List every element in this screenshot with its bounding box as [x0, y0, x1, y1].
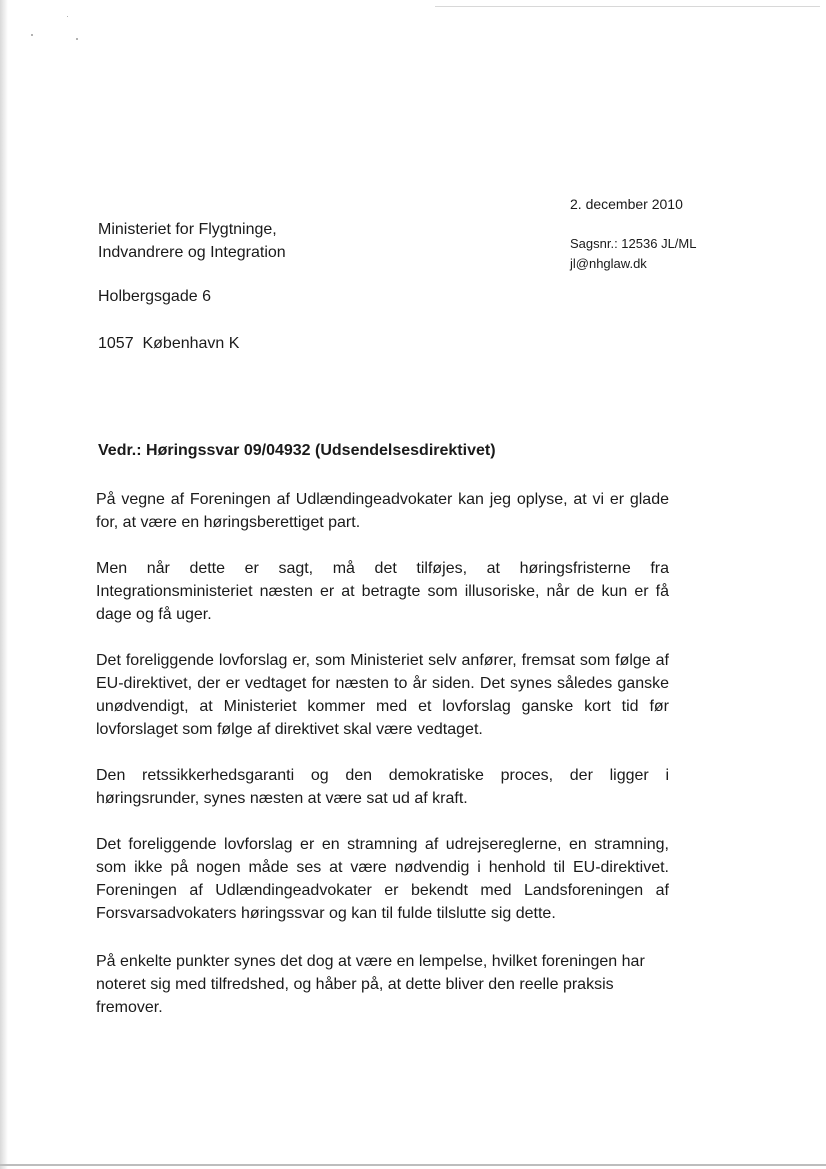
- scan-speck: [31, 34, 33, 36]
- scan-edge-shadow: [0, 0, 8, 1169]
- scan-top-line: [435, 6, 820, 7]
- body-paragraph: Det foreliggende lovforslag er en stramning af udrejsereglerne, en stramning, som ikke på nogen måde ses at være nødvendig i henhold til EU-direktivet. Foreningen af Udlændingeadvokater er bekendt med Landsforeningen af Forsvarsadvokaters høringssvar og kan til fulde tilslutte sig dette.: [96, 836, 669, 922]
- body-paragraph: På enkelte punkter synes det dog at være en lempelse, hvilket foreningen har noteret sig med tilfredshed, og håber på, at dette bliver den reelle praksis fremover.: [96, 953, 645, 1016]
- body-paragraph: Det foreliggende lovforslag er, som Ministeriet selv anfører, fremsat som følge af EU-direktivet, der er vedtaget for næsten to år siden. Det synes således ganske unødvendigt, at Ministeriet kommer med et lovforslag ganske kort tid før lovforslaget som følge af direktivet skal være vedtaget.: [96, 652, 669, 738]
- body-paragraph: På vegne af Foreningen af Udlændingeadvokater kan jeg oplyse, at vi er glade for, at være en høringsberettiget part.: [96, 491, 669, 531]
- body-paragraph: Den retssikkerhedsgaranti og den demokratiske proces, der ligger i høringsrunder, synes næsten at være sat ud af kraft.: [96, 767, 669, 807]
- recipient-line-2: Indvandrere og Integration: [98, 244, 286, 261]
- recipient-street: Holbergsgade 6: [98, 288, 211, 305]
- scan-bottom-line: [0, 1164, 826, 1166]
- recipient-line-1: Ministeriet for Flygtninge,: [98, 221, 277, 238]
- letter-date: 2. december 2010: [570, 196, 683, 212]
- recipient-name: [98, 218, 286, 264]
- case-number: Sagsnr.: 12536 JL/ML: [570, 236, 697, 251]
- scan-speck: [67, 16, 68, 17]
- reference-block: [570, 234, 696, 274]
- sender-email: jl@nhglaw.dk: [570, 256, 647, 271]
- recipient-city: 1057 København K: [98, 335, 240, 352]
- letter-subject: Vedr.: Høringssvar 09/04932 (Udsendelsesdirektivet): [98, 442, 496, 459]
- scan-speck: [76, 38, 78, 40]
- body-paragraph: Men når dette er sagt, må det tilføjes, at høringsfristerne fra Integrationsministeriet næsten er at betragte som illusoriske, når de kun er få dage og få uger.: [96, 560, 669, 623]
